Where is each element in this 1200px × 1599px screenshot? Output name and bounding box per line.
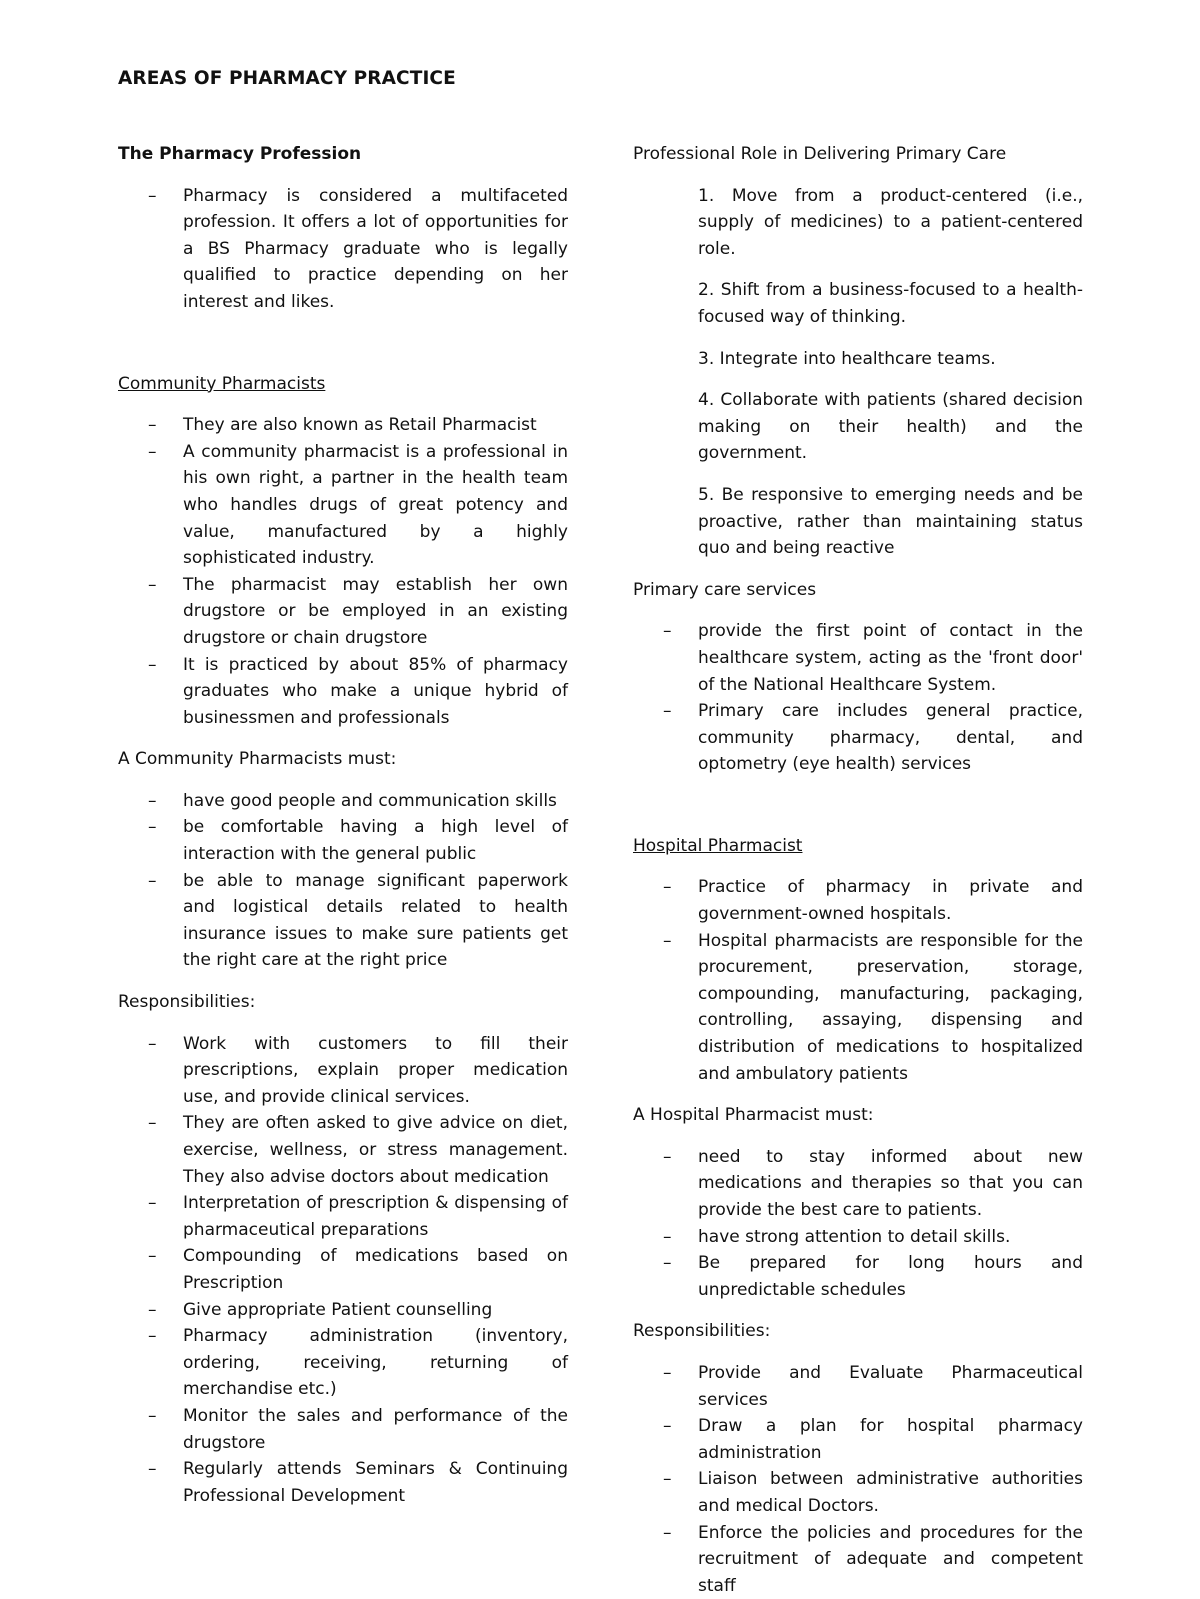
dash-bullet: – — [148, 1299, 157, 1320]
list-item: – Draw a plan for hospital pharmacy administration — [633, 1413, 1083, 1466]
dash-bullet: – — [148, 441, 157, 462]
dash-bullet: – — [148, 790, 157, 811]
list-item: – Pharmacy is considered a multifaceted profession. It offers a lot of opportunities for a BS Pharmacy graduate who is legally qualified to practice depending on her interest and likes. — [118, 183, 568, 316]
list-item: – They are also known as Retail Pharmacist — [118, 412, 568, 439]
dash-bullet: – — [148, 1113, 157, 1134]
section-heading-responsibilities-hospital: Responsibilities: — [633, 1321, 771, 1342]
list-item: 1. Move from a product-centered (i.e., supply of medicines) to a patient-centered role. — [698, 185, 1083, 259]
right-column — [633, 141, 1083, 1599]
list-item: – Provide and Evaluate Pharmaceutical services — [633, 1360, 1083, 1413]
list-community-pharmacists — [118, 412, 568, 731]
list-item: – Regularly attends Seminars & Continuing Professional Development — [118, 1456, 568, 1509]
section-heading-responsibilities-community: Responsibilities: — [118, 992, 256, 1013]
dash-bullet: – — [148, 1405, 157, 1426]
section-heading-community-must: A Community Pharmacists must: — [118, 749, 397, 770]
dash-bullet: – — [663, 1226, 672, 1247]
section-heading-hospital-pharmacist: Hospital Pharmacist — [633, 835, 803, 856]
dash-bullet: – — [663, 1253, 672, 1274]
dash-bullet: – — [663, 1146, 672, 1167]
list-community-must — [118, 788, 568, 974]
list-item: – be able to manage significant paperwork and logistical details related to health insurance issues to make sure patients get the right care at the right price — [118, 868, 568, 974]
list-item: – Liaison between administrative authorities and medical Doctors. — [633, 1466, 1083, 1519]
list-item: 3. Integrate into healthcare teams. — [698, 348, 996, 369]
list-item: – Primary care includes general practice, community pharmacy, dental, and optometry (eye health) services — [633, 698, 1083, 778]
list-item: – They are often asked to give advice on diet, exercise, wellness, or stress management. They also advise doctors about medication — [118, 1110, 568, 1190]
list-pharmacy-profession — [118, 183, 568, 316]
list-item: 4. Collaborate with patients (shared decision making on their health) and the government. — [698, 390, 1083, 464]
dash-bullet: – — [148, 1193, 157, 1214]
dash-bullet: – — [148, 1033, 157, 1054]
list-primary-care-role — [633, 183, 1083, 562]
list-item: – Practice of pharmacy in private and government-owned hospitals. — [633, 874, 1083, 927]
left-column — [118, 141, 568, 1509]
dash-bullet: – — [663, 701, 672, 722]
dash-bullet: – — [148, 654, 157, 675]
section-heading-pharmacy-profession: The Pharmacy Profession — [118, 144, 362, 164]
list-item: – Interpretation of prescription & dispensing of pharmaceutical preparations — [118, 1190, 568, 1243]
dash-bullet: – — [663, 621, 672, 642]
dash-bullet: – — [148, 1246, 157, 1267]
list-primary-care-services — [633, 618, 1083, 778]
dash-bullet: – — [148, 870, 157, 891]
dash-bullet: – — [663, 1522, 672, 1543]
dash-bullet: – — [663, 1362, 672, 1383]
dash-bullet: – — [663, 1416, 672, 1437]
dash-bullet: – — [663, 877, 672, 898]
list-item: – provide the first point of contact in the healthcare system, acting as the 'front door' of the National Healthcare System. — [633, 618, 1083, 698]
list-item: – have good people and communication skills — [118, 788, 568, 815]
list-item: 2. Shift from a business-focused to a health-focused way of thinking. — [698, 280, 1083, 327]
list-item: – be comfortable having a high level of interaction with the general public — [118, 814, 568, 867]
list-item: – Monitor the sales and performance of the drugstore — [118, 1403, 568, 1456]
list-responsibilities-community — [118, 1031, 568, 1510]
dash-bullet: – — [148, 817, 157, 838]
dash-bullet: – — [148, 574, 157, 595]
list-item: – Work with customers to fill their prescriptions, explain proper medication use, and provide clinical services. — [118, 1031, 568, 1111]
page-title: AREAS OF PHARMACY PRACTICE — [118, 68, 456, 89]
dash-bullet: – — [148, 185, 157, 206]
list-item: – Be prepared for long hours and unpredictable schedules — [633, 1250, 1083, 1303]
list-item: – have strong attention to detail skills. — [633, 1224, 1083, 1251]
list-item: – Compounding of medications based on Prescription — [118, 1243, 568, 1296]
dash-bullet: – — [663, 1469, 672, 1490]
list-item: – Hospital pharmacists are responsible for the procurement, preservation, storage, compounding, manufacturing, packaging, controlling, assaying, dispensing and distribution of medications to hospitalized and ambulatory patients — [633, 928, 1083, 1088]
list-item: – need to stay informed about new medications and therapies so that you can provide the best care to patients. — [633, 1144, 1083, 1224]
list-item: – A community pharmacist is a professional in his own right, a partner in the health team who handles drugs of great potency and value, manufactured by a highly sophisticated industry. — [118, 439, 568, 572]
list-item: – Pharmacy administration (inventory, ordering, receiving, returning of merchandise etc.) — [118, 1323, 568, 1403]
section-heading-primary-care-role: Professional Role in Delivering Primary Care — [633, 144, 1007, 164]
list-hospital-pharmacist — [633, 874, 1083, 1087]
list-item: – Enforce the policies and procedures for the recruitment of adequate and competent staff — [633, 1520, 1083, 1599]
dash-bullet: – — [148, 415, 157, 436]
dash-bullet: – — [663, 930, 672, 951]
dash-bullet: – — [148, 1459, 157, 1480]
list-item: – It is practiced by about 85% of pharmacy graduates who make a unique hybrid of businessmen and professionals — [118, 652, 568, 732]
list-item: – The pharmacist may establish her own drugstore or be employed in an existing drugstore or chain drugstore — [118, 572, 568, 652]
section-heading-community-pharmacists: Community Pharmacists — [118, 373, 326, 394]
list-responsibilities-hospital — [633, 1360, 1083, 1599]
dash-bullet: – — [148, 1326, 157, 1347]
list-hospital-must — [633, 1144, 1083, 1304]
section-heading-primary-care-services: Primary care services — [633, 579, 817, 600]
list-item: 5. Be responsive to emerging needs and be proactive, rather than maintaining status quo and being reactive — [698, 484, 1083, 559]
section-heading-hospital-must: A Hospital Pharmacist must: — [633, 1105, 874, 1126]
list-item: – Give appropriate Patient counselling — [118, 1297, 568, 1324]
